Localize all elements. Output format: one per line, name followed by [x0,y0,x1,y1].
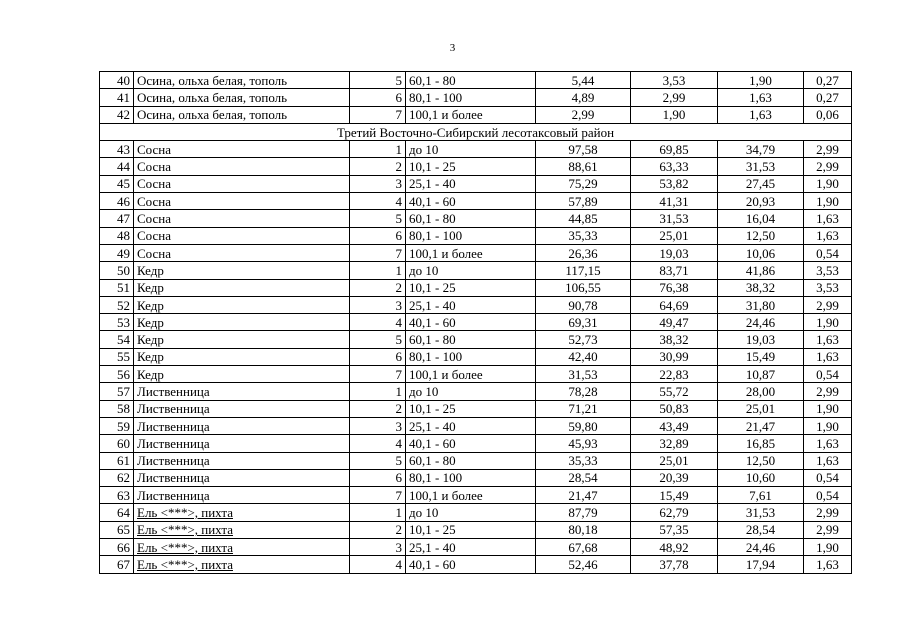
diameter-range: 60,1 - 80 [406,452,536,469]
table-row [100,417,852,434]
table-row [100,314,852,331]
species-name: Лиственница [134,487,350,504]
diameter-range: 40,1 - 60 [406,193,536,210]
species-name: Сосна [134,193,350,210]
row-number: 45 [100,175,134,192]
species-name: Лиственница [134,435,350,452]
table-row [100,348,852,365]
rate-value-1: 26,36 [536,244,631,261]
rate-value-2: 41,31 [631,193,718,210]
rate-value-2: 69,85 [631,141,718,158]
rate-value-2: 25,01 [631,452,718,469]
diameter-range: 10,1 - 25 [406,400,536,417]
rate-value-4: 1,63 [804,452,852,469]
rate-value-3: 17,94 [718,556,804,573]
row-number: 46 [100,193,134,210]
diameter-group: 1 [350,383,406,400]
rate-value-3: 1,63 [718,89,804,106]
row-number: 53 [100,314,134,331]
diameter-range: 40,1 - 60 [406,556,536,573]
species-name: Кедр [134,296,350,313]
rate-value-1: 28,54 [536,469,631,486]
rate-value-4: 3,53 [804,279,852,296]
rate-value-3: 41,86 [718,262,804,279]
species-name: Ель <***>, пихта [134,556,350,573]
rate-value-2: 49,47 [631,314,718,331]
rate-value-1: 88,61 [536,158,631,175]
rate-value-4: 0,54 [804,244,852,261]
row-number: 54 [100,331,134,348]
rate-value-2: 20,39 [631,469,718,486]
rate-value-2: 83,71 [631,262,718,279]
rate-value-1: 52,46 [536,556,631,573]
diameter-group: 4 [350,435,406,452]
diameter-range: до 10 [406,504,536,521]
table-row [100,504,852,521]
diameter-group: 7 [350,106,406,123]
table-row [100,383,852,400]
diameter-group: 6 [350,227,406,244]
species-name: Кедр [134,331,350,348]
section-row [100,123,852,140]
rate-value-2: 30,99 [631,348,718,365]
rate-value-1: 87,79 [536,504,631,521]
row-number: 44 [100,158,134,175]
rate-value-3: 20,93 [718,193,804,210]
row-number: 47 [100,210,134,227]
rate-value-1: 90,78 [536,296,631,313]
species-name: Лиственница [134,469,350,486]
rate-value-3: 28,00 [718,383,804,400]
table-row [100,227,852,244]
rate-value-1: 80,18 [536,521,631,538]
rate-value-4: 1,90 [804,539,852,556]
species-name: Ель <***>, пихта [134,504,350,521]
rate-value-2: 1,90 [631,106,718,123]
table-row [100,366,852,383]
diameter-group: 4 [350,314,406,331]
rate-value-1: 57,89 [536,193,631,210]
diameter-range: до 10 [406,262,536,279]
table-row [100,296,852,313]
rate-value-1: 59,80 [536,417,631,434]
diameter-range: 60,1 - 80 [406,72,536,89]
species-name: Кедр [134,262,350,279]
rate-value-4: 0,54 [804,469,852,486]
row-number: 48 [100,227,134,244]
rate-value-3: 16,04 [718,210,804,227]
rate-value-3: 19,03 [718,331,804,348]
diameter-group: 5 [350,210,406,227]
rate-value-2: 57,35 [631,521,718,538]
rate-value-2: 37,78 [631,556,718,573]
rate-value-1: 21,47 [536,487,631,504]
table-row [100,158,852,175]
species-name: Осина, ольха белая, тополь [134,89,350,106]
rate-value-2: 63,33 [631,158,718,175]
table-row [100,469,852,486]
diameter-group: 3 [350,175,406,192]
table-row [100,556,852,573]
row-number: 41 [100,89,134,106]
rate-value-4: 1,63 [804,331,852,348]
rate-value-1: 35,33 [536,452,631,469]
row-number: 43 [100,141,134,158]
rate-value-3: 31,53 [718,504,804,521]
diameter-group: 5 [350,331,406,348]
diameter-group: 2 [350,521,406,538]
species-name: Лиственница [134,383,350,400]
diameter-range: 10,1 - 25 [406,279,536,296]
rate-value-3: 24,46 [718,314,804,331]
rate-value-4: 1,90 [804,417,852,434]
rate-value-4: 0,06 [804,106,852,123]
rate-value-3: 31,80 [718,296,804,313]
row-number: 67 [100,556,134,573]
table-row [100,539,852,556]
rate-value-3: 28,54 [718,521,804,538]
rate-value-3: 10,60 [718,469,804,486]
species-name: Лиственница [134,400,350,417]
species-name: Лиственница [134,452,350,469]
diameter-range: 80,1 - 100 [406,227,536,244]
rate-value-3: 21,47 [718,417,804,434]
rate-value-4: 0,27 [804,89,852,106]
table-row [100,435,852,452]
diameter-range: 100,1 и более [406,106,536,123]
rate-value-3: 38,32 [718,279,804,296]
diameter-range: 25,1 - 40 [406,539,536,556]
rate-value-2: 50,83 [631,400,718,417]
species-name: Сосна [134,227,350,244]
rate-value-2: 43,49 [631,417,718,434]
diameter-group: 4 [350,193,406,210]
table-row [100,521,852,538]
row-number: 64 [100,504,134,521]
rate-value-2: 76,38 [631,279,718,296]
rate-value-4: 1,90 [804,175,852,192]
diameter-group: 2 [350,400,406,417]
table-row [100,262,852,279]
rate-value-3: 1,63 [718,106,804,123]
rate-value-3: 12,50 [718,227,804,244]
rate-value-1: 78,28 [536,383,631,400]
row-number: 40 [100,72,134,89]
rate-value-3: 25,01 [718,400,804,417]
diameter-group: 3 [350,539,406,556]
diameter-group: 1 [350,141,406,158]
species-name: Осина, ольха белая, тополь [134,106,350,123]
diameter-range: 60,1 - 80 [406,210,536,227]
rate-value-3: 34,79 [718,141,804,158]
rate-value-1: 52,73 [536,331,631,348]
rate-value-4: 2,99 [804,504,852,521]
rate-value-4: 0,27 [804,72,852,89]
table-row [100,331,852,348]
table-row [100,106,852,123]
diameter-range: 10,1 - 25 [406,521,536,538]
rate-value-2: 48,92 [631,539,718,556]
diameter-group: 4 [350,556,406,573]
rate-value-4: 1,63 [804,556,852,573]
rate-value-1: 117,15 [536,262,631,279]
rate-value-3: 24,46 [718,539,804,556]
table-row [100,89,852,106]
diameter-group: 3 [350,296,406,313]
rate-value-3: 16,85 [718,435,804,452]
species-name: Ель <***>, пихта [134,539,350,556]
rate-value-1: 45,93 [536,435,631,452]
species-name: Кедр [134,314,350,331]
rate-value-4: 3,53 [804,262,852,279]
rate-value-4: 2,99 [804,141,852,158]
rate-value-2: 32,89 [631,435,718,452]
species-name: Сосна [134,141,350,158]
table-row [100,452,852,469]
rate-value-4: 0,54 [804,487,852,504]
rate-value-1: 44,85 [536,210,631,227]
diameter-group: 1 [350,262,406,279]
rate-value-3: 31,53 [718,158,804,175]
rate-value-4: 1,63 [804,210,852,227]
rate-value-4: 1,63 [804,348,852,365]
diameter-group: 6 [350,469,406,486]
diameter-range: 40,1 - 60 [406,314,536,331]
table-row [100,141,852,158]
rate-value-4: 1,90 [804,314,852,331]
species-name: Кедр [134,366,350,383]
rate-value-2: 22,83 [631,366,718,383]
row-number: 56 [100,366,134,383]
rate-value-1: 4,89 [536,89,631,106]
diameter-group: 5 [350,72,406,89]
table-row [100,279,852,296]
diameter-group: 6 [350,89,406,106]
rate-value-3: 1,90 [718,72,804,89]
row-number: 57 [100,383,134,400]
rate-value-3: 7,61 [718,487,804,504]
table-row [100,175,852,192]
page-number: 3 [449,42,456,54]
rates-table [99,71,852,574]
rate-value-1: 106,55 [536,279,631,296]
diameter-group: 1 [350,504,406,521]
row-number: 52 [100,296,134,313]
diameter-range: 25,1 - 40 [406,296,536,313]
rate-value-4: 2,99 [804,521,852,538]
rate-value-2: 62,79 [631,504,718,521]
rate-value-1: 42,40 [536,348,631,365]
table-row [100,193,852,210]
diameter-range: 100,1 и более [406,244,536,261]
diameter-group: 3 [350,417,406,434]
row-number: 51 [100,279,134,296]
rate-value-2: 53,82 [631,175,718,192]
diameter-range: 10,1 - 25 [406,158,536,175]
diameter-group: 2 [350,158,406,175]
diameter-range: 60,1 - 80 [406,331,536,348]
diameter-group: 2 [350,279,406,296]
species-name: Ель <***>, пихта [134,521,350,538]
rate-value-2: 31,53 [631,210,718,227]
species-name: Осина, ольха белая, тополь [134,72,350,89]
rate-value-2: 15,49 [631,487,718,504]
table-row [100,244,852,261]
row-number: 42 [100,106,134,123]
rate-value-4: 2,99 [804,296,852,313]
species-name: Кедр [134,279,350,296]
diameter-group: 7 [350,487,406,504]
rate-value-1: 2,99 [536,106,631,123]
diameter-group: 7 [350,244,406,261]
rate-value-3: 15,49 [718,348,804,365]
row-number: 59 [100,417,134,434]
rate-value-2: 64,69 [631,296,718,313]
rate-value-4: 1,63 [804,227,852,244]
species-name: Лиственница [134,417,350,434]
diameter-range: 25,1 - 40 [406,417,536,434]
rate-value-1: 35,33 [536,227,631,244]
species-name: Сосна [134,158,350,175]
row-number: 49 [100,244,134,261]
rate-value-1: 31,53 [536,366,631,383]
row-number: 55 [100,348,134,365]
diameter-range: 80,1 - 100 [406,89,536,106]
table-row [100,400,852,417]
diameter-group: 7 [350,366,406,383]
section-title: Третий Восточно-Сибирский лесотаксовый район [100,123,852,140]
row-number: 61 [100,452,134,469]
rate-value-3: 10,06 [718,244,804,261]
diameter-range: 40,1 - 60 [406,435,536,452]
diameter-range: 80,1 - 100 [406,348,536,365]
rate-value-1: 97,58 [536,141,631,158]
table-row [100,487,852,504]
diameter-range: до 10 [406,141,536,158]
row-number: 58 [100,400,134,417]
rate-value-2: 38,32 [631,331,718,348]
rate-value-4: 0,54 [804,366,852,383]
row-number: 63 [100,487,134,504]
diameter-group: 6 [350,348,406,365]
diameter-range: 100,1 и более [406,487,536,504]
table-row [100,210,852,227]
rate-value-2: 19,03 [631,244,718,261]
row-number: 62 [100,469,134,486]
diameter-range: 25,1 - 40 [406,175,536,192]
diameter-range: до 10 [406,383,536,400]
rate-value-4: 1,90 [804,193,852,210]
rate-value-3: 10,87 [718,366,804,383]
diameter-range: 100,1 и более [406,366,536,383]
species-name: Сосна [134,175,350,192]
species-name: Кедр [134,348,350,365]
row-number: 66 [100,539,134,556]
rate-value-1: 5,44 [536,72,631,89]
rate-value-4: 1,90 [804,400,852,417]
row-number: 65 [100,521,134,538]
species-name: Сосна [134,210,350,227]
rate-value-1: 75,29 [536,175,631,192]
rate-value-4: 2,99 [804,158,852,175]
rate-value-3: 12,50 [718,452,804,469]
rate-value-2: 55,72 [631,383,718,400]
rate-value-3: 27,45 [718,175,804,192]
table-row [100,72,852,89]
species-name: Сосна [134,244,350,261]
rate-value-4: 1,63 [804,435,852,452]
rate-value-1: 69,31 [536,314,631,331]
diameter-group: 5 [350,452,406,469]
row-number: 60 [100,435,134,452]
rate-value-2: 3,53 [631,72,718,89]
rate-value-1: 67,68 [536,539,631,556]
row-number: 50 [100,262,134,279]
rate-value-2: 2,99 [631,89,718,106]
rate-value-1: 71,21 [536,400,631,417]
rate-value-2: 25,01 [631,227,718,244]
diameter-range: 80,1 - 100 [406,469,536,486]
rate-value-4: 2,99 [804,383,852,400]
